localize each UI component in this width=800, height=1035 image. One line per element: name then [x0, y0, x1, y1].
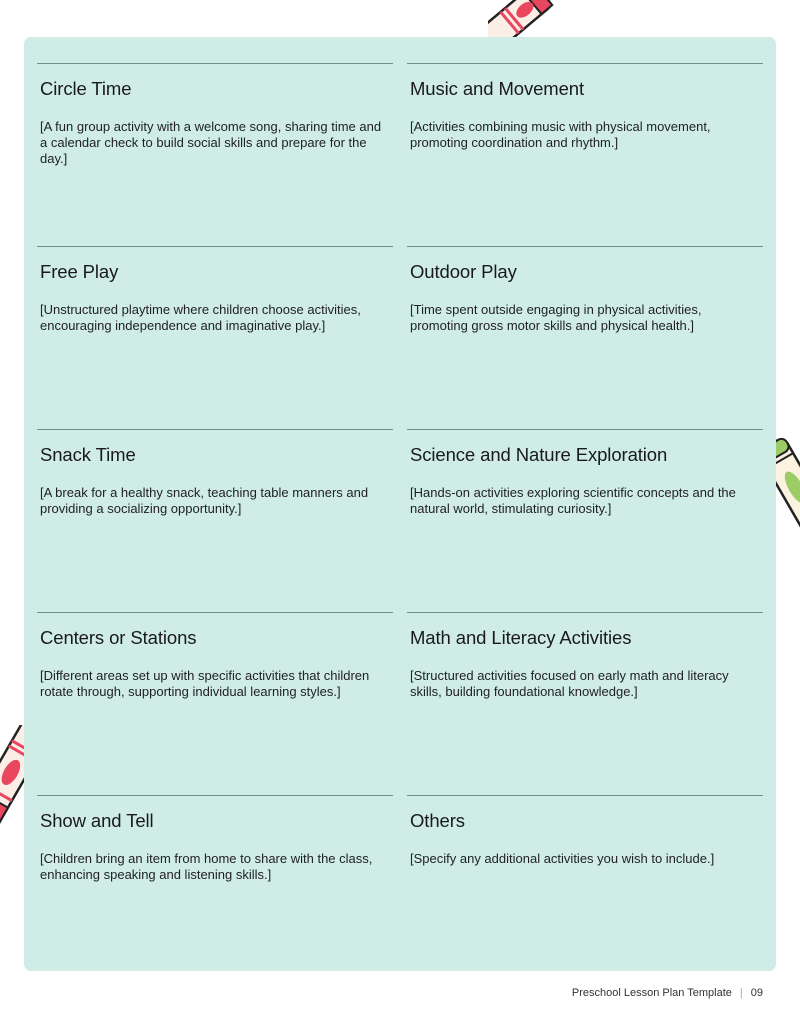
section-title: Free Play — [40, 261, 119, 282]
section-description[interactable]: [Different areas set up with specific activities that children rotate through, supporting individual learning styles.] — [40, 668, 370, 699]
section-show-and-tell — [37, 795, 393, 978]
section-centers-or-stations — [37, 612, 393, 795]
section-title: Centers or Stations — [40, 627, 197, 648]
section-description[interactable]: [Unstructured playtime where children choose activities, encouraging independence and imaginative play.] — [40, 302, 361, 333]
activities-grid — [37, 63, 763, 978]
section-description[interactable]: [Hands-on activities exploring scientific concepts and the natural world, stimulating curiosity.] — [410, 485, 736, 516]
section-description[interactable]: [Activities combining music with physical movement, promoting coordination and rhythm.] — [410, 119, 711, 150]
section-description[interactable]: [Structured activities focused on early math and literacy skills, building foundational knowledge.] — [410, 668, 729, 699]
section-description[interactable]: [Specify any additional activities you wish to include.] — [410, 851, 715, 866]
section-title: Snack Time — [40, 444, 136, 465]
footer-document-title: Preschool Lesson Plan Template — [571, 987, 732, 999]
section-math-and-literacy — [407, 612, 763, 795]
section-title: Circle Time — [40, 78, 132, 99]
section-description[interactable]: [Children bring an item from home to share with the class, enhancing speaking and listening skills.] — [40, 851, 373, 882]
footer-separator: | — [739, 987, 743, 999]
section-title: Math and Literacy Activities — [410, 627, 632, 648]
section-circle-time — [37, 63, 393, 246]
section-description[interactable]: [A fun group activity with a welcome song, sharing time and a calendar check to build social skills and prepare for the day.] — [40, 119, 382, 166]
section-description[interactable]: [Time spent outside engaging in physical activities, promoting gross motor skills and physical health.] — [410, 302, 702, 333]
footer-page-number: 09 — [750, 987, 763, 999]
section-science-and-nature — [407, 429, 763, 612]
section-others — [407, 795, 763, 978]
activities-panel — [24, 37, 776, 971]
section-free-play — [37, 246, 393, 429]
page-footer — [572, 987, 763, 999]
section-title: Others — [410, 810, 465, 831]
section-title: Science and Nature Exploration — [410, 444, 668, 465]
section-title: Show and Tell — [40, 810, 154, 831]
section-title: Outdoor Play — [410, 261, 517, 282]
section-outdoor-play — [407, 246, 763, 429]
section-music-and-movement — [407, 63, 763, 246]
section-snack-time — [37, 429, 393, 612]
section-description[interactable]: [A break for a healthy snack, teaching table manners and providing a socializing opportunity.] — [40, 485, 369, 516]
section-title: Music and Movement — [410, 78, 585, 99]
